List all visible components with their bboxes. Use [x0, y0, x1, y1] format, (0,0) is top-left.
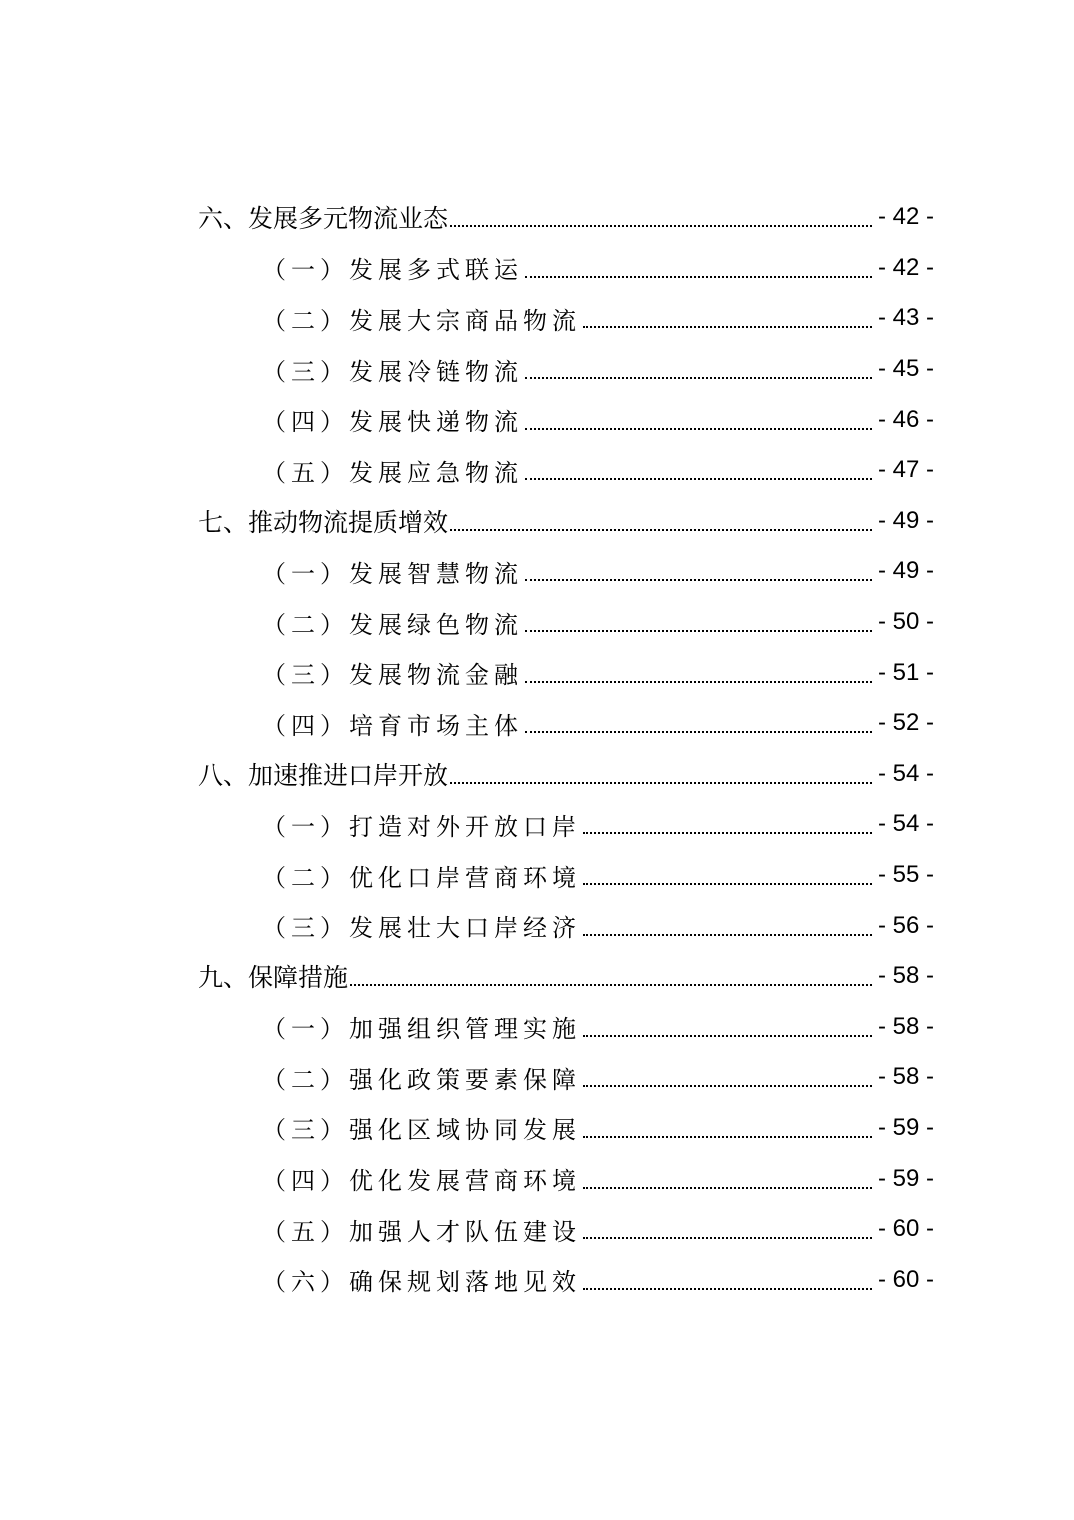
- toc-subsection-entry[interactable]: [0, 1254, 1074, 1305]
- toc-subsection-entry[interactable]: [0, 1052, 1074, 1103]
- toc-page-number: - 45 -: [877, 355, 934, 383]
- toc-subsection-entry[interactable]: [0, 799, 1074, 850]
- dot-leader: [583, 1288, 872, 1290]
- toc-entry-label: （一）发展智慧物流: [262, 559, 523, 588]
- toc-page-number: - 50 -: [877, 608, 934, 636]
- toc-subsection-entry[interactable]: [0, 850, 1074, 901]
- toc-section-entry[interactable]: [0, 951, 1074, 1002]
- toc-subsection-entry[interactable]: [0, 1002, 1074, 1053]
- toc-entry-label: （三）发展物流金融: [262, 661, 523, 690]
- toc-page-number: - 54 -: [877, 759, 934, 787]
- toc-subsection-entry[interactable]: [0, 546, 1074, 597]
- toc-entry-label: 六、发展多元物流业态: [198, 204, 449, 234]
- toc-entry-label: （一）打造对外开放口岸: [262, 812, 581, 841]
- toc-page-number: - 58 -: [877, 1063, 934, 1091]
- toc-subsection-entry[interactable]: [0, 445, 1074, 496]
- toc-subsection-entry[interactable]: [0, 293, 1074, 344]
- dot-leader: [583, 1136, 872, 1138]
- toc-entry-label: 九、保障措施: [198, 963, 349, 993]
- toc-entry-label: （六）确保规划落地见效: [262, 1268, 581, 1297]
- toc-page-number: - 52 -: [877, 709, 934, 737]
- toc-page-number: - 56 -: [877, 911, 934, 939]
- dot-leader: [583, 832, 872, 834]
- toc-page-number: - 51 -: [877, 658, 934, 686]
- toc-subsection-entry[interactable]: [0, 647, 1074, 698]
- toc-entry-label: （四）优化发展营商环境: [262, 1167, 581, 1196]
- toc-entry-label: （五）加强人才队伍建设: [262, 1217, 581, 1246]
- dot-leader: [525, 377, 872, 379]
- toc-subsection-entry[interactable]: [0, 394, 1074, 445]
- dot-leader: [525, 630, 872, 632]
- toc-page-number: - 49 -: [877, 557, 934, 585]
- toc-entry-label: （二）优化口岸营商环境: [262, 863, 581, 892]
- toc-entry-label: （二）发展大宗商品物流: [262, 306, 581, 335]
- toc-subsection-entry[interactable]: [0, 1153, 1074, 1204]
- toc-entry-label: （三）强化区域协同发展: [262, 1116, 581, 1145]
- dot-leader: [583, 1035, 872, 1037]
- toc-page-number: - 55 -: [877, 861, 934, 889]
- toc-entry-label: 七、推动物流提质增效: [198, 507, 449, 537]
- toc-entry-label: （四）培育市场主体: [262, 711, 523, 740]
- dot-leader: [450, 225, 872, 227]
- toc-entry-label: （二）强化政策要素保障: [262, 1065, 581, 1094]
- toc-page-number: - 60 -: [877, 1215, 934, 1243]
- toc-page-number: - 42 -: [877, 253, 934, 281]
- dot-leader: [525, 681, 872, 683]
- toc-page-number: - 59 -: [877, 1164, 934, 1192]
- toc-entry-label: （四）发展快递物流: [262, 408, 523, 437]
- toc-page-number: - 47 -: [877, 456, 934, 484]
- toc-subsection-entry[interactable]: [0, 698, 1074, 749]
- toc-subsection-entry[interactable]: [0, 243, 1074, 294]
- dot-leader: [525, 428, 872, 430]
- dot-leader: [525, 478, 872, 480]
- toc-page-number: - 46 -: [877, 405, 934, 433]
- toc-section-entry[interactable]: [0, 749, 1074, 800]
- dot-leader: [583, 1085, 872, 1087]
- toc-page-number: - 43 -: [877, 304, 934, 332]
- toc-page-number: - 54 -: [877, 810, 934, 838]
- toc-section-entry[interactable]: [0, 192, 1074, 243]
- dot-leader: [450, 782, 872, 784]
- dot-leader: [525, 731, 872, 733]
- toc-entry-label: （五）发展应急物流: [262, 458, 523, 487]
- toc-page-number: - 58 -: [877, 1012, 934, 1040]
- toc-entry-label: （二）发展绿色物流: [262, 610, 523, 639]
- toc-page-number: - 42 -: [877, 203, 934, 231]
- toc-entry-label: （三）发展壮大口岸经济: [262, 914, 581, 943]
- dot-leader: [525, 579, 872, 581]
- toc-section-entry[interactable]: [0, 496, 1074, 547]
- toc-subsection-entry[interactable]: [0, 344, 1074, 395]
- dot-leader: [583, 883, 872, 885]
- toc-page-number: - 59 -: [877, 1113, 934, 1141]
- toc-entry-label: 八、加速推进口岸开放: [198, 760, 449, 790]
- toc-entry-label: （一）发展多式联运: [262, 256, 523, 285]
- dot-leader: [583, 326, 872, 328]
- table-of-contents: [0, 192, 1074, 1305]
- toc-subsection-entry[interactable]: [0, 597, 1074, 648]
- dot-leader: [583, 934, 872, 936]
- dot-leader: [525, 276, 872, 278]
- toc-entry-label: （一）加强组织管理实施: [262, 1015, 581, 1044]
- toc-subsection-entry[interactable]: [0, 900, 1074, 951]
- toc-page-number: - 58 -: [877, 962, 934, 990]
- toc-page-number: - 49 -: [877, 506, 934, 534]
- toc-page-number: - 60 -: [877, 1265, 934, 1293]
- dot-leader: [450, 529, 872, 531]
- dot-leader: [350, 984, 872, 986]
- toc-subsection-entry[interactable]: [0, 1103, 1074, 1154]
- toc-entry-label: （三）发展冷链物流: [262, 357, 523, 386]
- toc-subsection-entry[interactable]: [0, 1204, 1074, 1255]
- dot-leader: [583, 1237, 872, 1239]
- dot-leader: [583, 1187, 872, 1189]
